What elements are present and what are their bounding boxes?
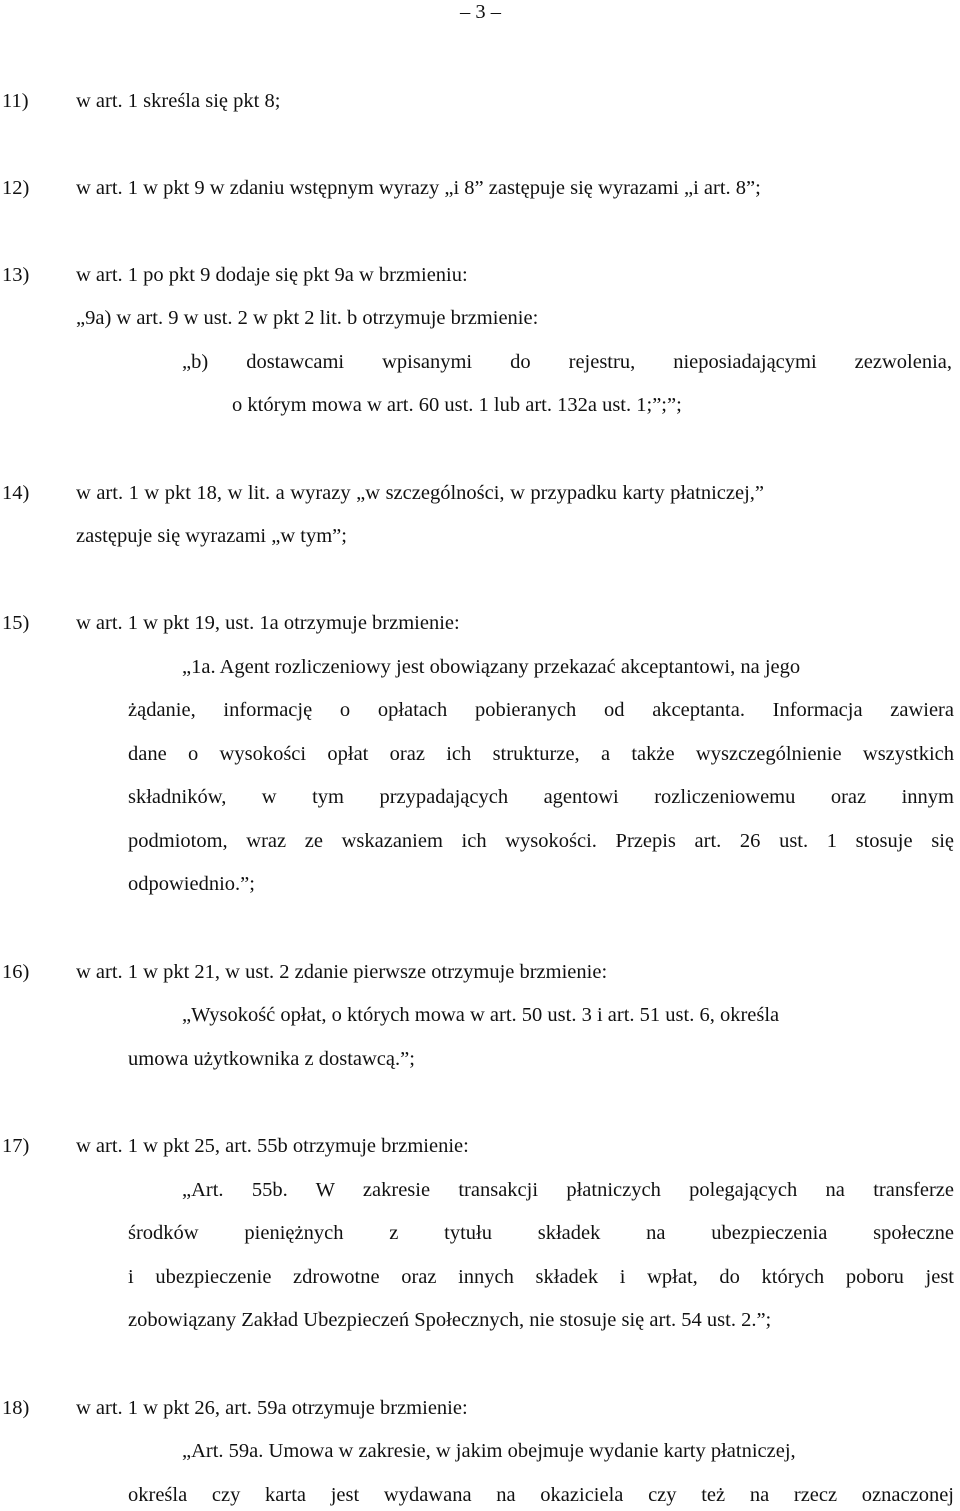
item-text: umowa użytkownika z dostawcą.”;	[128, 1048, 415, 1070]
item-text: w art. 1 w pkt 19, ust. 1a otrzymuje brzmienie:	[76, 612, 460, 634]
item-text: w art. 1 w pkt 21, w ust. 2 zdanie pierwsze otrzymuje brzmienie:	[76, 961, 608, 983]
item-text: żądanie, informację o opłatach pobieranych od akceptanta. Informacja zawiera	[128, 699, 954, 721]
item-text: w art. 1 w pkt 18, w lit. a wyrazy „w szczególności, w przypadku karty płatniczej,”	[76, 482, 764, 504]
item-number: 12)	[2, 177, 30, 199]
item-text: zobowiązany Zakład Ubezpieczeń Społecznych, nie stosuje się art. 54 ust. 2.”;	[128, 1309, 772, 1331]
item-number: 18)	[2, 1397, 30, 1419]
item-text: w art. 1 w pkt 9 w zdaniu wstępnym wyrazy „i 8” zastępuje się wyrazami „i art. 8”;	[76, 177, 761, 199]
item-text: w art. 1 skreśla się pkt 8;	[76, 90, 281, 112]
item-number: 15)	[2, 612, 30, 634]
item-number: 11)	[2, 90, 29, 112]
item-number: 16)	[2, 961, 30, 983]
item-text: „1a. Agent rozliczeniowy jest obowiązany przekazać akceptantowi, na jego	[182, 656, 801, 678]
item-text: o którym mowa w art. 60 ust. 1 lub art. 132a ust. 1;”;”;	[232, 394, 682, 416]
item-text: podmiotom, wraz ze wskazaniem ich wysokości. Przepis art. 26 ust. 1 stosuje się	[128, 830, 954, 852]
item-text: składników, w tym przypadających agentowi rozliczeniowemu oraz innym	[128, 786, 954, 808]
item-text: odpowiednio.”;	[128, 873, 255, 895]
item-text: określa czy karta jest wydawana na okaziciela czy też na rzecz oznaczonej	[128, 1484, 954, 1506]
item-text: środków pieniężnych z tytułu składek na ubezpieczenia społeczne	[128, 1222, 954, 1244]
item-text: w art. 1 w pkt 25, art. 55b otrzymuje brzmienie:	[76, 1135, 469, 1157]
item-text: „9a) w art. 9 w ust. 2 w pkt 2 lit. b otrzymuje brzmienie:	[76, 307, 539, 329]
item-text: „Wysokość opłat, o których mowa w art. 50 ust. 3 i art. 51 ust. 6, określa	[182, 1004, 780, 1026]
item-text: „Art. 55b. W zakresie transakcji płatniczych polegających na transferze	[182, 1179, 954, 1201]
item-text: w art. 1 po pkt 9 dodaje się pkt 9a w brzmieniu:	[76, 264, 468, 286]
item-text: „b) dostawcami wpisanymi do rejestru, nieposiadającymi zezwolenia,	[182, 351, 952, 373]
item-number: 17)	[2, 1135, 30, 1157]
item-text: w art. 1 w pkt 26, art. 59a otrzymuje brzmienie:	[76, 1397, 468, 1419]
item-number: 13)	[2, 264, 30, 286]
item-text: „Art. 59a. Umowa w zakresie, w jakim obejmuje wydanie karty płatniczej,	[182, 1440, 796, 1462]
item-text: dane o wysokości opłat oraz ich strukturze, a także wyszczególnienie wszystkich	[128, 743, 954, 765]
item-number: 14)	[2, 482, 30, 504]
item-text: i ubezpieczenie zdrowotne oraz innych składek i wpłat, do których poboru jest	[128, 1266, 954, 1288]
item-text: zastępuje się wyrazami „w tym”;	[76, 525, 347, 547]
page-number: – 3 –	[460, 1, 501, 23]
